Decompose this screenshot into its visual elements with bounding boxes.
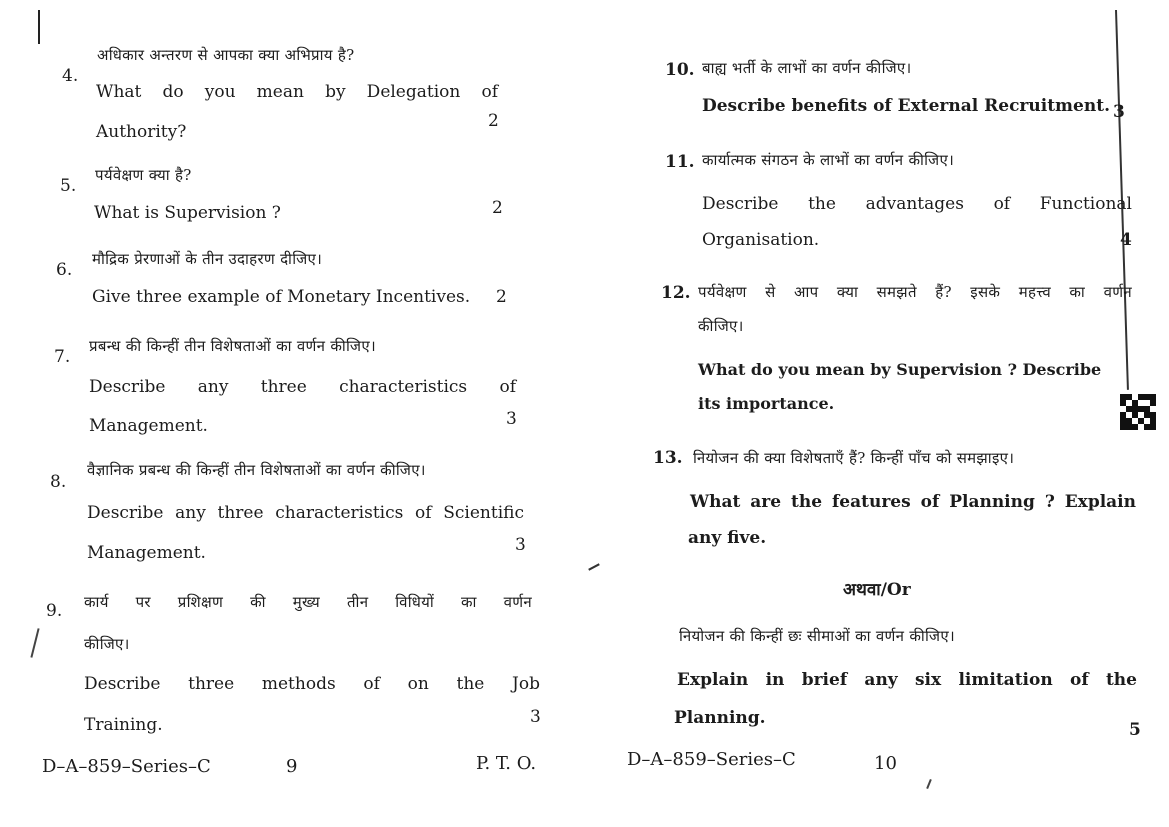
page-number: 10 xyxy=(874,753,897,774)
question-english-line1: Describe the advantages of Functional xyxy=(702,194,1132,214)
question-hindi: प्रबन्ध की किन्हीं तीन विशेषताओं का वर्णन कीजिए। xyxy=(89,337,376,355)
paper-code: D–A–859–Series–C xyxy=(627,749,796,770)
question-english-line2: Management. xyxy=(87,543,206,563)
question-marks: 5 xyxy=(1129,720,1141,740)
question-english-line2: Organisation. xyxy=(702,230,820,250)
question-english-line2: Authority? xyxy=(96,122,187,142)
question-hindi: वैज्ञानिक प्रबन्ध की किन्हीं तीन विशेषताओं का वर्णन कीजिए। xyxy=(87,461,426,479)
question-english-line1: What do you mean by Supervision ? Describe xyxy=(698,360,1102,379)
question-english-line1: Give three example of Monetary Incentives. xyxy=(92,287,471,307)
question-english-line1: What do you mean by Delegation of xyxy=(96,82,498,102)
pen-mark xyxy=(926,779,932,789)
question-english-line1: Describe any three characteristics of Scientific xyxy=(87,503,524,523)
question-hindi-line2: कीजिए। xyxy=(84,635,130,653)
question-hindi: बाह्य भर्ती के लाभों का वर्णन कीजिए। xyxy=(702,59,912,77)
question-number: 4. xyxy=(62,66,79,86)
question-number: 13. xyxy=(653,448,683,468)
question-english-line1: What is Supervision ? xyxy=(94,203,281,223)
question-english-line2: any five. xyxy=(688,528,767,548)
alternative-english-line2: Planning. xyxy=(674,708,766,728)
page-number: 9 xyxy=(286,756,298,777)
question-hindi-line1: पर्यवेक्षण से आप क्या समझते हैं? इसके महत्त्व का वर्णन xyxy=(698,283,1132,301)
question-english-line2: Management. xyxy=(89,416,208,436)
right-page xyxy=(585,0,1169,827)
question-english-line1: What are the features of Planning ? Explain xyxy=(690,492,1136,512)
pen-mark xyxy=(30,628,39,658)
question-english-line1: Describe three methods of on the Job xyxy=(84,674,540,694)
question-english-line1: Describe any three characteristics of xyxy=(89,377,516,397)
question-number: 11. xyxy=(665,152,695,172)
question-hindi: नियोजन की क्या विशेषताएँ हैं? किन्हीं पाँच को समझाइए। xyxy=(693,449,1015,467)
question-marks: 3 xyxy=(515,535,526,555)
question-marks: 3 xyxy=(506,409,517,429)
question-number: 8. xyxy=(50,472,67,492)
question-number: 7. xyxy=(54,347,71,367)
question-marks: 3 xyxy=(530,707,541,727)
question-hindi: पर्यवेक्षण क्या है? xyxy=(95,166,192,184)
question-hindi: कार्यात्मक संगठन के लाभों का वर्णन कीजिए। xyxy=(702,151,955,169)
question-hindi: मौद्रिक प्रेरणाओं के तीन उदाहरण दीजिए। xyxy=(92,250,323,268)
question-hindi: अधिकार अन्तरण से आपका क्या अभिप्राय है? xyxy=(97,46,355,64)
alternative-hindi: नियोजन की किन्हीं छः सीमाओं का वर्णन कीजिए। xyxy=(679,627,955,645)
alternative-english-line1: Explain in brief any six limitation of the xyxy=(677,670,1137,690)
question-hindi-line1: कार्य पर प्रशिक्षण की मुख्य तीन विधियों का वर्णन xyxy=(84,593,532,611)
question-number: 6. xyxy=(56,260,73,280)
paper-code: D–A–859–Series–C xyxy=(42,756,211,777)
question-number: 5. xyxy=(60,176,77,196)
question-number: 12. xyxy=(661,283,691,303)
question-english-line1: Describe benefits of External Recruitment. xyxy=(702,96,1110,116)
question-hindi-line2: कीजिए। xyxy=(698,317,744,335)
or-label: अथवा/Or xyxy=(843,580,911,600)
binding-mark xyxy=(38,10,40,44)
question-english-line2: its importance. xyxy=(698,394,835,413)
please-turn-over: P. T. O. xyxy=(476,753,537,774)
question-marks: 4 xyxy=(1120,230,1132,250)
question-number: 10. xyxy=(665,60,695,80)
question-english-line2: Training. xyxy=(84,715,163,735)
question-marks: 3 xyxy=(1113,102,1125,122)
question-marks: 2 xyxy=(488,111,499,131)
question-number: 9. xyxy=(46,601,63,621)
qr-code xyxy=(1120,394,1156,430)
question-marks: 2 xyxy=(496,287,507,307)
question-marks: 2 xyxy=(492,198,503,218)
